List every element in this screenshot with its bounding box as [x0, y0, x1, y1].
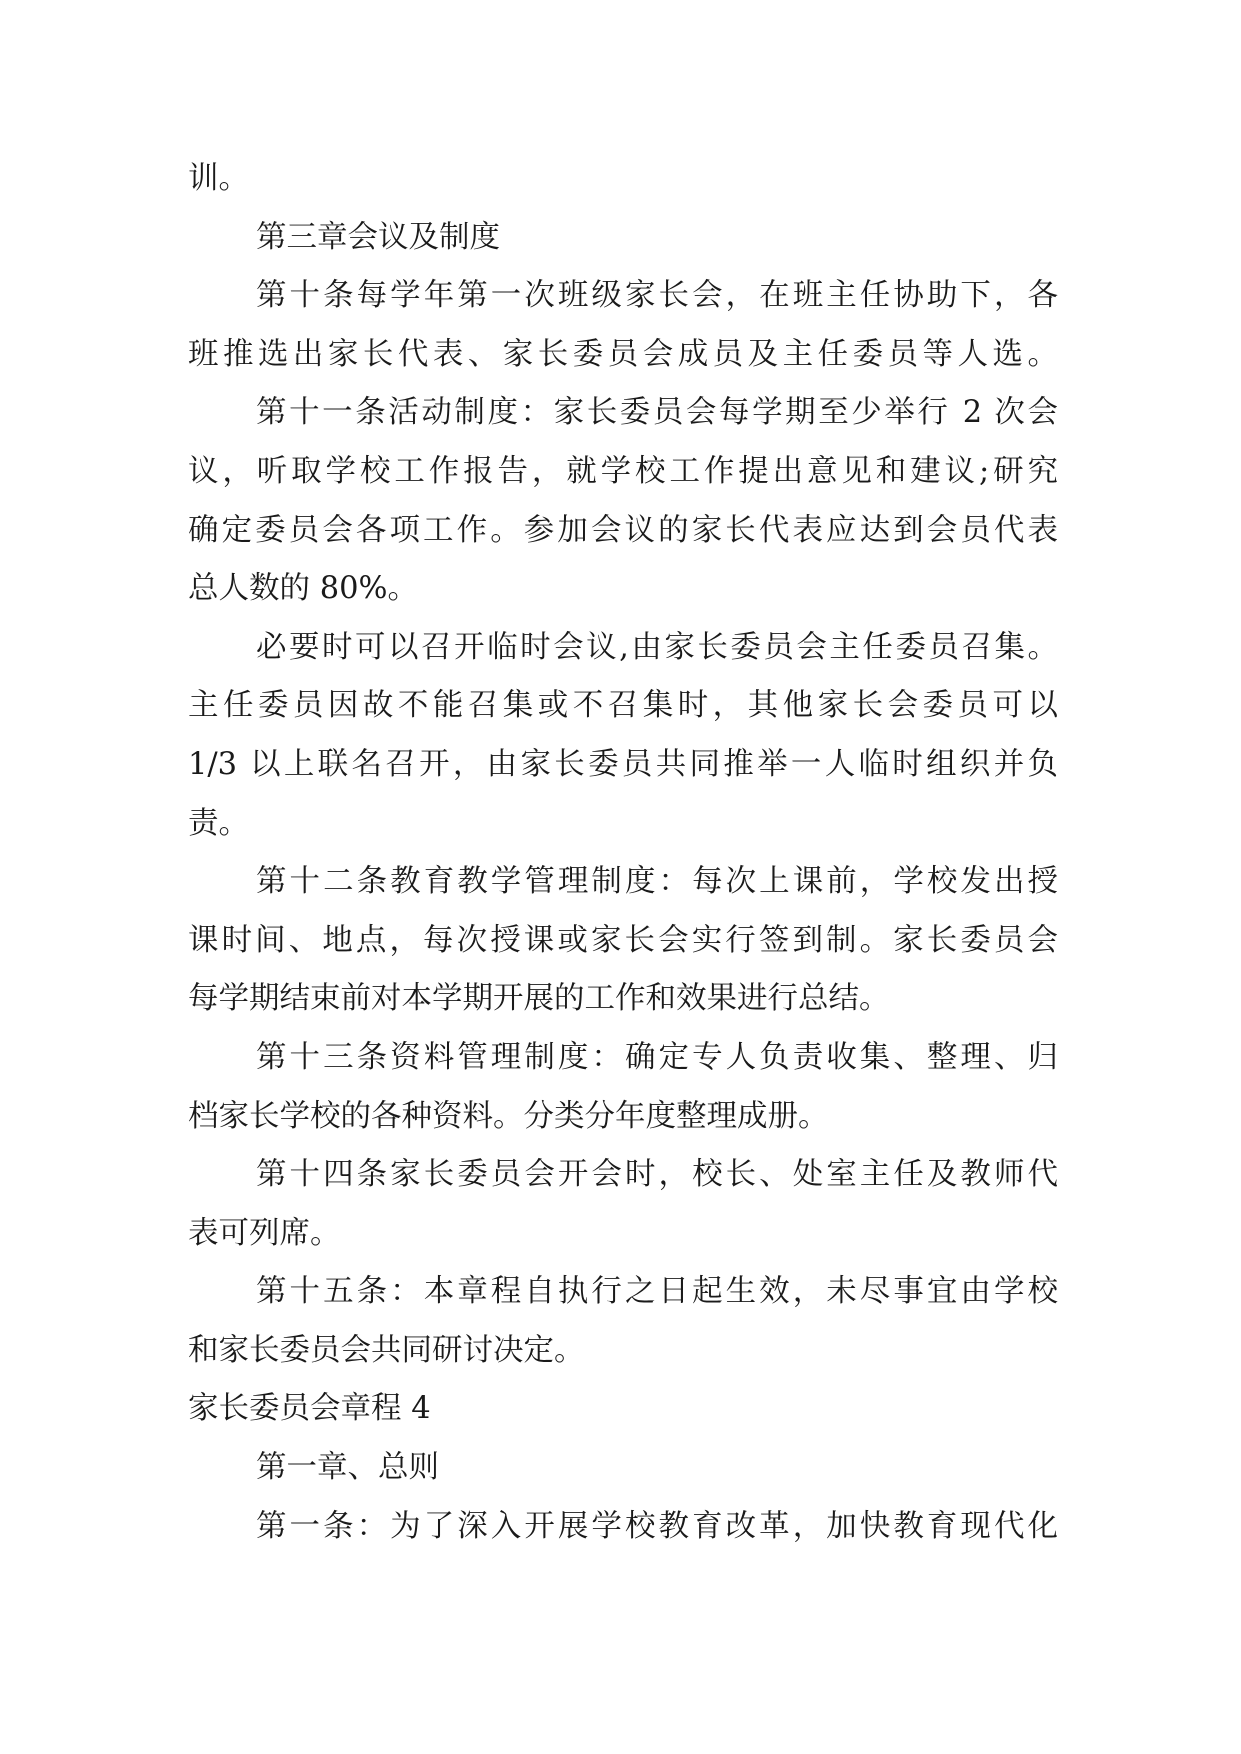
text-line: 第十五条：本章程自执行之日起生效，未尽事宜由学校 — [256, 1274, 1058, 1310]
chapter-heading: 第三章会议及制度 — [256, 219, 500, 255]
chapter-heading: 第一章、总则 — [256, 1450, 439, 1486]
text-line: 主任委员因故不能召集或不召集时，其他家长会委员可以 — [188, 688, 1058, 724]
text-line: 课时间、地点，每次授课或家长会实行签到制。家长委员会 — [188, 922, 1058, 958]
text-line: 和家长委员会共同研讨决定。 — [188, 1332, 585, 1368]
text-line: 总人数的 80%。 — [188, 571, 418, 607]
text-line: 第十条每学年第一次班级家长会，在班主任协助下，各 — [256, 278, 1058, 314]
text-line: 每学期结束前对本学期开展的工作和效果进行总结。 — [188, 981, 890, 1017]
text-line: 训。 — [188, 161, 249, 196]
text-line: 班推选出家长代表、家长委员会成员及主任委员等人选。 — [188, 336, 1058, 372]
text-line: 必要时可以召开临时会议,由家长委员会主任委员召集。 — [256, 629, 1058, 665]
document-body — [188, 150, 1058, 1556]
text-line: 1/3 以上联名召开，由家长委员共同推举一人临时组织并负 — [188, 746, 1058, 782]
text-line: 确定委员会各项工作。参加会议的家长代表应达到会员代表 — [188, 512, 1058, 548]
text-line: 档家长学校的各种资料。分类分年度整理成册。 — [188, 1098, 829, 1134]
text-line: 第十一条活动制度：家长委员会每学期至少举行 2 次会 — [256, 395, 1058, 431]
text-line: 第一条：为了深入开展学校教育改革，加快教育现代化 — [256, 1508, 1058, 1544]
text-line: 第十二条教育教学管理制度：每次上课前，学校发出授 — [256, 864, 1058, 900]
section-title: 家长委员会章程 4 — [188, 1391, 431, 1427]
text-line: 第十四条家长委员会开会时，校长、处室主任及教师代 — [256, 1157, 1058, 1193]
text-line: 表可列席。 — [188, 1215, 341, 1251]
text-line: 第十三条资料管理制度：确定专人负责收集、整理、归 — [256, 1039, 1058, 1075]
text-line: 议，听取学校工作报告，就学校工作提出意见和建议;研究 — [188, 453, 1058, 489]
text-line: 责。 — [188, 805, 249, 841]
